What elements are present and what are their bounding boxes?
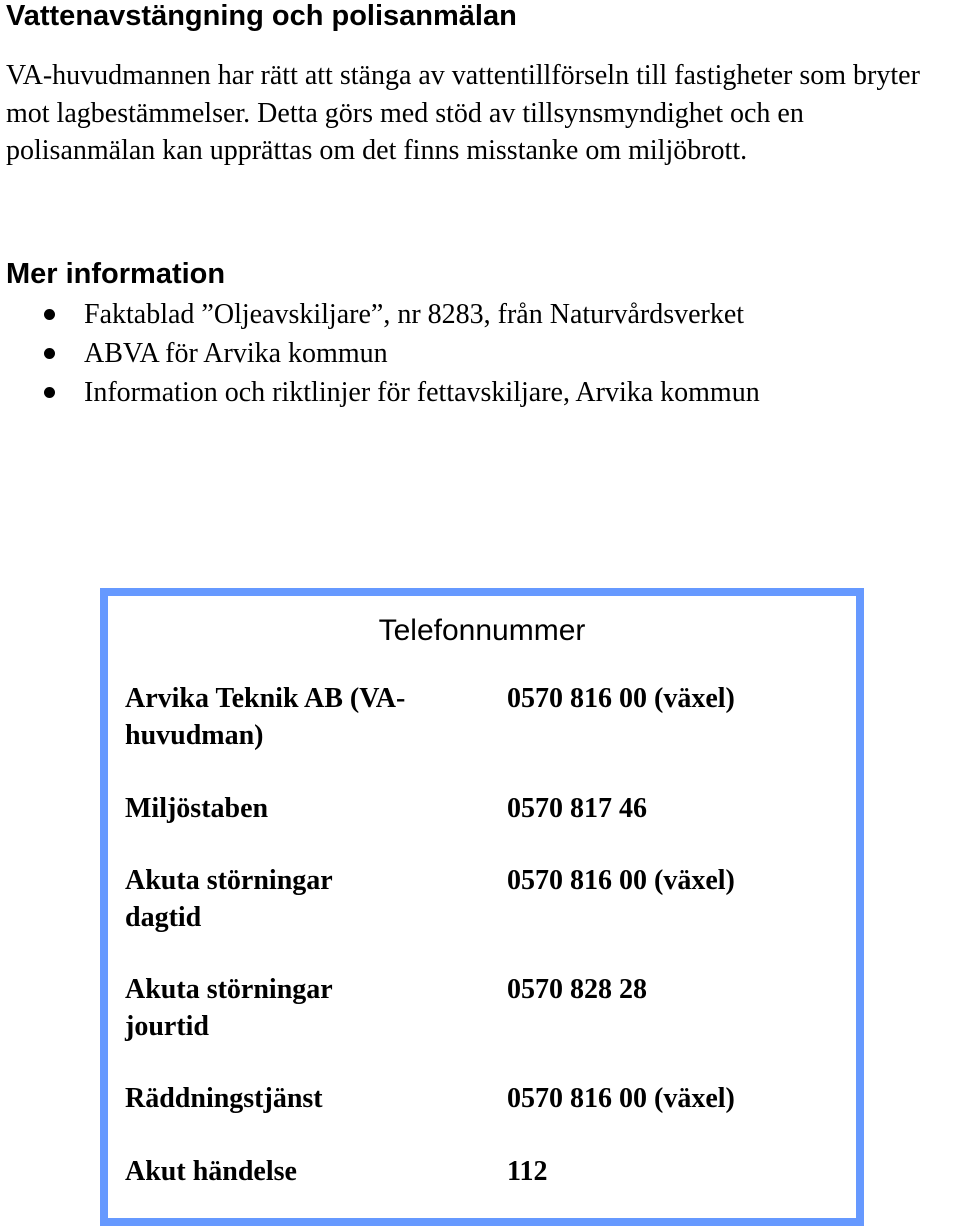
bullet-icon — [44, 348, 55, 359]
phone-row-name: Miljöstaben — [125, 793, 269, 824]
phone-row-number: 0570 816 00 (växel) — [507, 865, 735, 896]
list-item — [0, 295, 760, 334]
phone-row-name: Akuta störningar dagtid — [125, 865, 333, 933]
phone-row-number: 0570 817 46 — [507, 793, 647, 824]
phone-row-name: Akut händelse — [125, 1156, 297, 1187]
bullet-icon — [44, 309, 55, 320]
phone-row-number: 0570 828 28 — [507, 974, 647, 1005]
list-item — [0, 334, 760, 373]
phone-row-name: Räddningstjänst — [125, 1083, 323, 1114]
list-item-text: Information och riktlinjer för fettavskiljare, Arvika kommun — [84, 377, 760, 408]
section-heading-shutoff: Vattenavstängning och polisanmälan — [6, 0, 517, 32]
bullet-icon — [44, 387, 55, 398]
phone-row-number: 112 — [507, 1156, 548, 1187]
more-info-list — [0, 295, 760, 412]
list-item-text: ABVA för Arvika kommun — [84, 338, 388, 369]
phone-box-title: Telefonnummer — [378, 614, 586, 647]
phone-row-name: Arvika Teknik AB (VA-huvudman) — [125, 683, 406, 751]
phone-row-number: 0570 816 00 (växel) — [507, 1083, 735, 1114]
phone-row-name: Akuta störningar jourtid — [125, 974, 333, 1042]
phone-row-number: 0570 816 00 (växel) — [507, 683, 735, 714]
list-item-text: Faktablad ”Oljeavskiljare”, nr 8283, från Naturvårdsverket — [84, 299, 745, 330]
section-heading-more-info: Mer information — [6, 258, 226, 290]
list-item — [0, 373, 760, 412]
phone-numbers-box — [100, 588, 864, 1226]
shutoff-paragraph: VA-huvudmannen har rätt att stänga av vattentillförseln till fastigheter som bryter mot lagbestämmelser. Detta görs med stöd av tillsynsmyndighet och en polisanmälan kan upprättas om det finns misstanke om miljöbrott. — [6, 60, 920, 166]
